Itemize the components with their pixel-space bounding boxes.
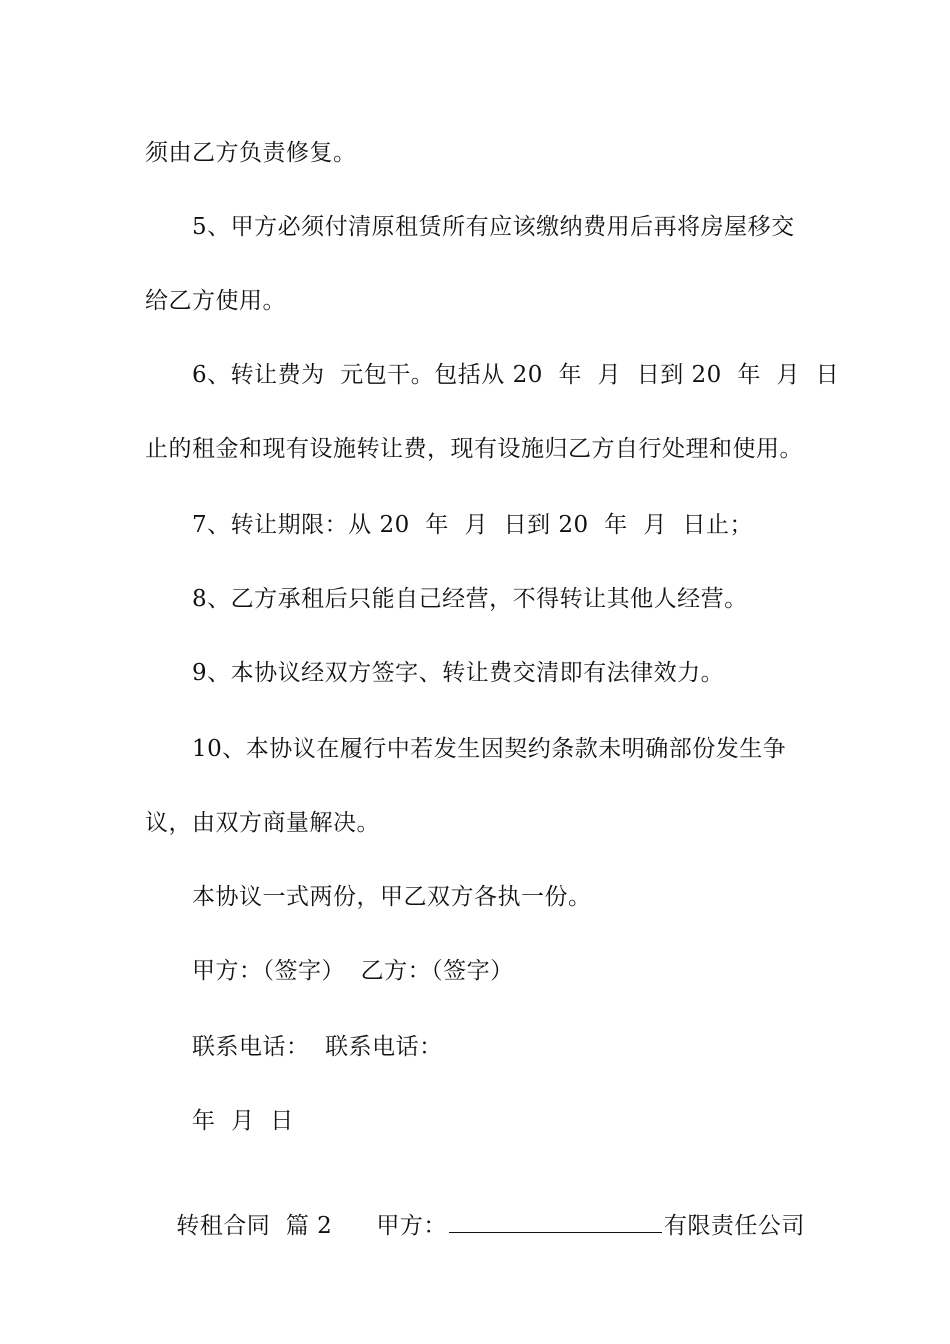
paragraph-line: 议，由双方商量解决。 bbox=[145, 810, 380, 836]
contact-phone-line: 联系电话： 联系电话： bbox=[192, 1034, 443, 1060]
date-line: 年 月 日 bbox=[192, 1108, 294, 1134]
clause-7: 7、转让期限：从 20 年 月 日到 20 年 月 日止； bbox=[192, 512, 754, 538]
paragraph-line: 止的租金和现有设施转让费，现有设施归乙方自行处理和使用。 bbox=[145, 436, 803, 462]
clause-5: 5、甲方必须付清原租赁所有应该缴纳费用后再将房屋移交 bbox=[192, 214, 795, 240]
clause-9: 9、本协议经双方签字、转让费交清即有法律效力。 bbox=[192, 660, 725, 686]
copies-statement: 本协议一式两份，甲乙双方各执一份。 bbox=[192, 884, 592, 910]
company-name-blank bbox=[449, 1210, 662, 1233]
clause-10: 10、本协议在履行中若发生因契约条款未明确部份发生争 bbox=[192, 736, 787, 762]
contract-footer-line bbox=[145, 1180, 805, 1271]
company-suffix: 有限责任公司 bbox=[663, 1213, 805, 1239]
signature-line: 甲方：（签字） 乙方：（签字） bbox=[192, 958, 514, 984]
party-a-label: 甲方： bbox=[376, 1213, 447, 1239]
paragraph-line: 给乙方使用。 bbox=[145, 288, 286, 314]
clause-6: 6、转让费为 元包干。包括从 20 年 月 日到 20 年 月 日 bbox=[192, 362, 840, 388]
clause-8: 8、乙方承租后只能自己经营，不得转让其他人经营。 bbox=[192, 586, 748, 612]
paragraph-line: 须由乙方负责修复。 bbox=[145, 140, 357, 166]
section-title: 转租合同 篇 2 bbox=[176, 1213, 333, 1239]
